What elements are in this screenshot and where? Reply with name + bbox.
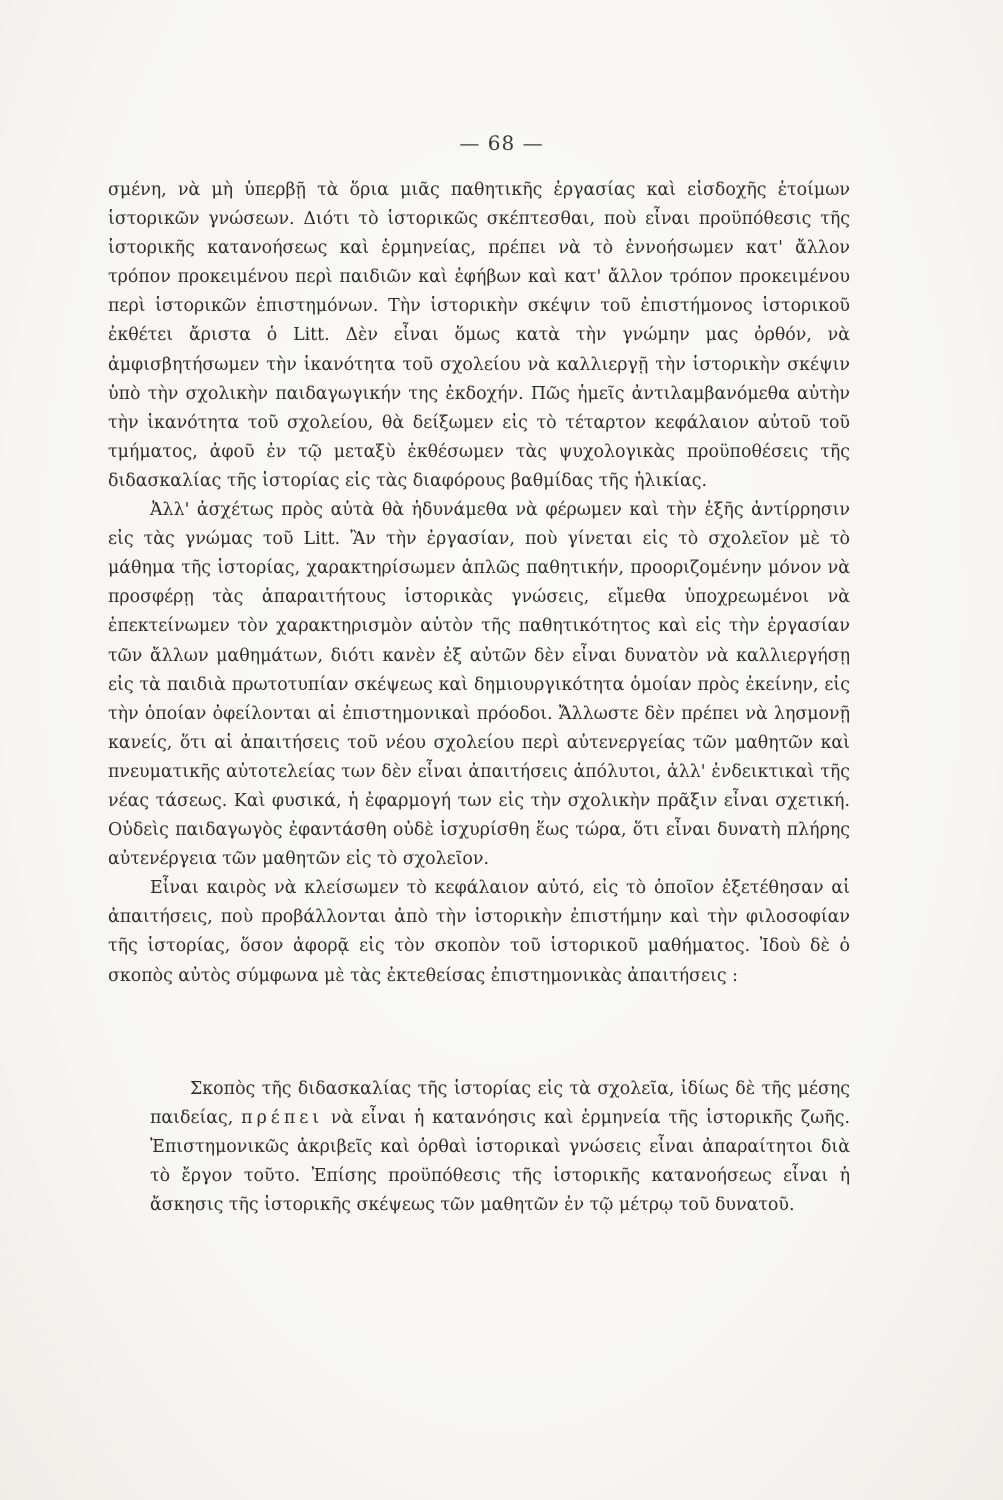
- body-text: [108, 176, 850, 991]
- quote-emphasis: πρέπει: [241, 1108, 324, 1129]
- quote-text-before: Σκοπὸς τῆς διδασκαλίας τῆς ἱστορίας εἰς τὰ σχολεῖα, ἰδίως δὲ τῆς μέσης παιδείας,: [150, 1079, 850, 1129]
- block-quote: [150, 1075, 850, 1220]
- quote-paragraph: [150, 1075, 850, 1220]
- page-number: — 68 —: [459, 131, 544, 155]
- quote-text-after: νὰ εἶναι ἡ κατανόησις καὶ ἑρμηνεία τῆς ἱστορικῆς ζωῆς. Ἐπιστημονικῶς ἀκριβεῖς καὶ ὀρθαὶ ἱστορικαὶ γνώσεις εἶναι ἀπαραίτητοι διὰ τὸ ἔργον τοῦτο. Ἐπίσης προϋπόθεσις τῆς ἱστορικῆς κατανοήσεως εἶναι ἡ ἄσκησις τῆς ἱστορικῆς σκέψεως τῶν μαθητῶν ἐν τῷ μέτρῳ τοῦ δυνατοῦ.: [150, 1108, 850, 1216]
- paragraph-2: Ἀλλ' ἀσχέτως πρὸς αὐτὰ θὰ ἠδυνάμεθα νὰ φέρωμεν καὶ τὴν ἑξῆς ἀντίρρησιν εἰς τὰς γνώμας τοῦ Litt. Ἂν τὴν ἐργασίαν, ποὺ γίνεται εἰς τὸ σχολεῖον μὲ τὸ μάθημα τῆς ἱστορίας, χαρακτηρίσωμεν ἁπλῶς παθητικήν, προοριζομένην μόνον νὰ προσφέρῃ τὰς ἀπαραιτήτους ἱστορικὰς γνώσεις, εἴμεθα ὑποχρεωμένοι νὰ ἐπεκτείνωμεν τὸν χαρακτηρισμὸν αὐτὸν τῆς παθητικότητος καὶ εἰς τὴν ἐργασίαν τῶν ἄλλων μαθημάτων, διότι κανὲν ἐξ αὐτῶν δὲν εἶναι δυνατὸν νὰ καλλιεργήσῃ εἰς τὰ παιδιὰ πρωτοτυπίαν σκέψεως καὶ δημιουργικότητα ὁμοίαν πρὸς ἐκείνην, εἰς τὴν ὁποίαν ὀφείλονται αἱ ἐπιστημονικαὶ πρόοδοι. Ἄλλωστε δὲν πρέπει νὰ λησμονῇ κανείς, ὅτι αἱ ἀπαιτήσεις τοῦ νέου σχολείου περὶ αὐτενεργείας τῶν μαθητῶν καὶ πνευματικῆς αὐτοτελείας των δὲν εἶναι ἀπαιτήσεις ἀπόλυτοι, ἀλλ' ἐνδεικτικαὶ τῆς νέας τάσεως. Καὶ φυσικά, ἡ ἐφαρμογή των εἰς τὴν σχολικὴν πρᾶξιν εἶναι σχετική. Οὐδεὶς παιδαγωγὸς ἐφαντάσθη οὐδὲ ἰσχυρίσθη ἕως τώρα, ὅτι εἶναι δυνατὴ πλήρης αὐτενέργεια τῶν μαθητῶν εἰς τὸ σχολεῖον.: [108, 500, 850, 870]
- paragraph-1: σμένη, νὰ μὴ ὑπερβῇ τὰ ὅρια μιᾶς παθητικῆς ἐργασίας καὶ εἰσδοχῆς ἑτοίμων ἱστορικῶν γνώσεων. Διότι τὸ ἱστορικῶς σκέπτεσθαι, ποὺ εἶναι προϋπόθεσις τῆς ἱστορικῆς κατανοήσεως καὶ ἑρμηνείας, πρέπει νὰ τὸ ἐννοήσωμεν κατ' ἄλλον τρόπον προκειμένου περὶ παιδιῶν καὶ ἐφήβων καὶ κατ' ἄλλον τρόπον προκειμένου περὶ ἱστορικῶν ἐπιστημόνων. Τὴν ἱστορικὴν σκέψιν τοῦ ἐπιστήμονος ἱστορικοῦ ἐκθέτει ἄριστα ὁ Litt. Δὲν εἶναι ὅμως κατὰ τὴν γνώμην μας ὀρθόν, νὰ ἀμφισβητήσωμεν τὴν ἱκανότητα τοῦ σχολείου νὰ καλλιεργῇ τὴν ἱστορικὴν σκέψιν ὑπὸ τὴν σχολικὴν παιδαγωγικήν της ἐκδοχήν. Πῶς ἡμεῖς ἀντιλαμβανόμεθα αὐτὴν τὴν ἱκανότητα τοῦ σχολείου, θὰ δείξωμεν εἰς τὸ τέταρτον κεφάλαιον αὐτοῦ τοῦ τμήματος, ἀφοῦ ἐν τῷ μεταξὺ ἐκθέσωμεν τὰς ψυχολογικὰς προϋποθέσεις τῆς διδασκαλίας τῆς ἱστορίας εἰς τὰς διαφόρους βαθμίδας τῆς ἡλικίας.: [108, 180, 850, 491]
- paragraph-3: Εἶναι καιρὸς νὰ κλείσωμεν τὸ κεφάλαιον αὐτό, εἰς τὸ ὁποῖον ἐξετέθησαν αἱ ἀπαιτήσεις, ποὺ προβάλλονται ἀπὸ τὴν ἱστορικὴν ἐπιστήμην καὶ τὴν φιλοσοφίαν τῆς ἱστορίας, ὅσον ἀφορᾷ εἰς τὸν σκοπὸν τοῦ ἱστορικοῦ μαθήματος. Ἰδοὺ δὲ ὁ σκοπὸς αὐτὸς σύμφωνα μὲ τὰς ἐκτεθείσας ἐπιστημονικὰς ἀπαιτήσεις :: [108, 878, 850, 986]
